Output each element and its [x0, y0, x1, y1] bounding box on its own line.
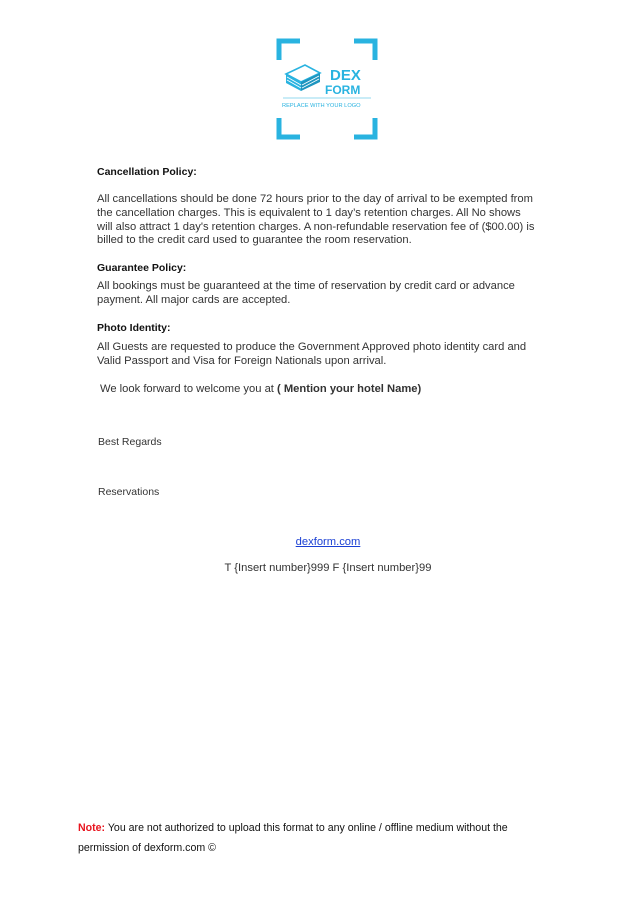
guarantee-policy-text: [97, 280, 567, 308]
logo-corner-top-right: [354, 41, 375, 60]
note-line-1: [78, 818, 578, 838]
photo-identity-line: All Guests are requested to produce the Government Approved photo identity card and: [97, 341, 527, 353]
cancellation-line: will also attract 1 day's retention charges. A non-refundable reservation fee of ($00.00) is: [97, 220, 535, 233]
photo-identity-heading: Photo Identity:: [97, 322, 171, 334]
note-label: Note:: [78, 822, 106, 834]
best-regards: Best Regards: [98, 436, 162, 448]
photo-identity-text: [97, 341, 567, 369]
hotel-name-placeholder: ( Mention your hotel Name): [277, 383, 422, 395]
guarantee-policy-heading: Guarantee Policy:: [97, 262, 187, 274]
note-text-1: You are not authorized to upload this format to any online / offline medium without the: [105, 822, 508, 834]
logo-brand-line2: FORM: [325, 83, 361, 97]
stacked-papers-icon: [286, 65, 320, 91]
cancellation-policy-text: [97, 193, 567, 248]
logo-corner-bottom-left: [279, 118, 300, 137]
logo-brand-line1: DEX: [330, 67, 361, 84]
cancellation-line: All cancellations should be done 72 hours prior to the day of arrival to be exempted from: [97, 193, 533, 205]
guarantee-line: payment. All major cards are accepted.: [97, 293, 291, 306]
logo-corner-top-left: [279, 41, 300, 60]
cancellation-policy-heading: Cancellation Policy:: [97, 166, 197, 178]
phone-fax-line: T {Insert number}999 F {Insert number}99: [224, 562, 432, 574]
logo-graphic: [276, 38, 378, 140]
company-logo: [276, 38, 378, 140]
copyright-note: [78, 818, 578, 858]
cancellation-line: billed to the credit card used to guarantee the room reservation.: [97, 234, 412, 247]
cancellation-line: the cancellation charges. This is equivalent to 1 day’s retention charges. All No shows: [97, 206, 521, 219]
photo-identity-line: Valid Passport and Visa for Foreign Nationals upon arrival.: [97, 354, 387, 367]
reservations-signature: Reservations: [98, 486, 160, 498]
logo-corner-bottom-right: [354, 118, 375, 137]
note-text-2: permission of dexform.com ©: [78, 842, 216, 854]
logo-tagline: REPLACE WITH YOUR LOGO: [282, 103, 361, 109]
guarantee-line: All bookings must be guaranteed at the time of reservation by credit card or advance: [97, 280, 515, 292]
welcome-text: We look forward to welcome you at: [100, 383, 274, 395]
website-link[interactable]: dexform.com: [295, 536, 361, 548]
welcome-line: [100, 383, 421, 395]
